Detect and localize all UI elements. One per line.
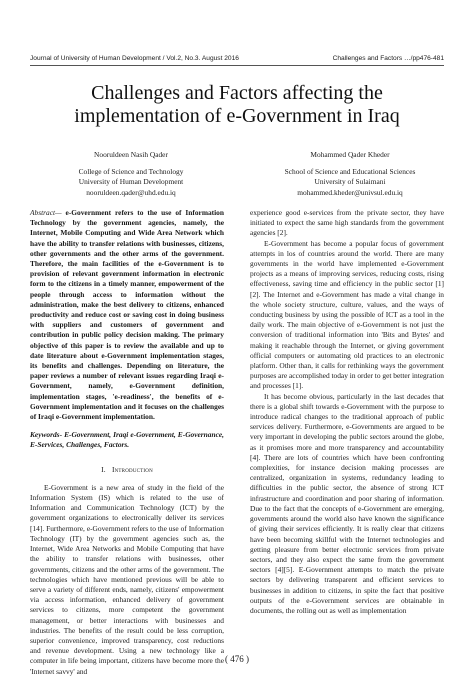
page-number: ( 476 ) — [225, 654, 249, 664]
author-institution: University of Sulaimani — [314, 177, 386, 187]
running-title: Challenges and Factors …/pp476-481 — [332, 55, 444, 62]
body-paragraph: It has become obvious, particularly in the last decades that there is a global shift towards e-Government with the purpose to introduce radical changes to the traditional approach of public services delivery. Furthermore, e-Governments are argued to be very important in developing the public sectors around the globe, as it promises more and more transparency and accountability [4]. There are lots of countries which have been confronting complexities, for instance decision making processes are centralized, organization in systems, redundancy leading to difficulties in the public sector, the absence of strong ICT infrastructure and coordination and poor sharing of information. Due to the fact that the concepts of e-Government are emerging, governments around the world also have known the significance of giving their services efficiently. It is really clear that citizens have been becoming skillful with the Internet technologies and getting pleasure from better electronic services from private sectors, and they also expect the same from the government sectors [4][5]. E-Government attempts to match the private sectors by delivering transparent and efficient services to businesses in addition to citizens, in spite the fact that positive outputs of the e-Government services are obtainable in documents, the rolling out as well as implementation — [250, 391, 444, 615]
author-block-1 — [36, 150, 226, 198]
author-affiliation: College of Science and Technology — [78, 166, 184, 176]
abstract — [30, 208, 224, 422]
body-paragraph: E-Government has become a popular focus of government attempts in los of countries around the world. There are many governments in the world have implemented e-Government projects as a means of improving services, reducing costs, rising effectiveness, saving time and efficiency in the public sector [1][2]. The Internet and e-Government has made a vital change in the whole society structure, culture, values, and the ways of conducting business by using the possible of ICT as a tool in the daily work. The main objective of e-Government is not just the conversion of traditional information into 'Bits and Bytes' and making it reachable through the Internet, or giving government official computers or automating old practices to an electronic platform. Other than, it calls for rethinking ways the government purposes are accomplished today in order to get better integration and processes [1]. — [250, 238, 444, 391]
keywords-text: E-Government, Iraqi e-Government, E-Governance, E-Services, Challenges, Factors. — [30, 430, 224, 450]
left-column — [30, 208, 224, 677]
section-title: Introduction — [111, 464, 153, 474]
abstract-text: e-Government refers to the use of Information Technology by the government agencies, namely, the Internet, Mobile Computing and Wide Area Network which have the ability to transfer relations with businesses, citizens, other governments and the other arms of the government. Therefore, the main facilities of the e-Government is to provision of relevant government information in electronic form to the citizens in a timely manner, empowerment of the people through access to information without the administration, make the best delivery to citizens, enhanced productivity and reduce cost or saving cost in doing business with suppliers and customers of government and contribution in public policy decision making. The primary objective of this paper is to review the available and up to date literature about e-Government implementation stages, its benefits and challenges. Depending on literature, the paper reviews a number of relevant issues regarding Iraqi e-Government, namely, e-Government definition, implementation stages, 'e-readiness', the benefits of e-Government implementation and it focuses on the challenges of Iraqi e-Government implementation. — [30, 208, 224, 422]
author-name: Mohammed Qader Kheder — [310, 150, 390, 159]
abstract-label: Abstract— — [30, 208, 62, 217]
author-name: Nooruldeen Nasih Qader — [94, 150, 168, 159]
author-email: mohammed.kheder@univsul.edu.iq — [297, 187, 403, 197]
paper-title: Challenges and Factors affecting the implementation of e-Government in Iraq — [74, 82, 400, 127]
right-column — [250, 208, 444, 616]
author-block-2 — [250, 150, 450, 198]
section-number: I. — [101, 464, 106, 474]
section-heading — [30, 465, 224, 475]
author-affiliation: School of Science and Educational Sciences — [284, 166, 416, 176]
author-institution: University of Human Development — [78, 177, 184, 187]
journal-name: Journal of University of Human Development / Vol.2, No.3. August 2016 — [30, 55, 239, 62]
body-paragraph: experience good e-services from the private sector, they have initiated to expect the same high standards from the government agencies [2]. — [250, 208, 444, 238]
body-paragraph: E-Government is a new area of study in the field of the Information System (IS) which is related to the use of Information and Communication Technology (ICT) by the government organizations to electronically deliver its services [14]. Furthermore, e-Government refers to the use of Information Technology (IT) by the government agencies such as, the Internet, Wide Area Networks and Mobile Computing that have the ability to transfer relations with businesses, other governments, citizens and the other arms of the government. The technologies which have mentioned previous will be able to serve a variety of different ends, namely, citizens' empowerment via access information, enhanced delivery of government services to citizens, more competent the government management, or better interactions with businesses and industries. The benefits of the result could be less corruption, superior convenience, improved transparency, cost reductions and revenue development. Using a new technology like a computer in life being important, citizens have become more the 'Internet savvy' and — [30, 482, 224, 676]
keywords-label: Keywords- — [30, 430, 63, 440]
running-header — [30, 52, 444, 66]
author-email: nooruldeen.qader@uhd.edu.iq — [86, 187, 176, 197]
keywords — [30, 430, 224, 450]
